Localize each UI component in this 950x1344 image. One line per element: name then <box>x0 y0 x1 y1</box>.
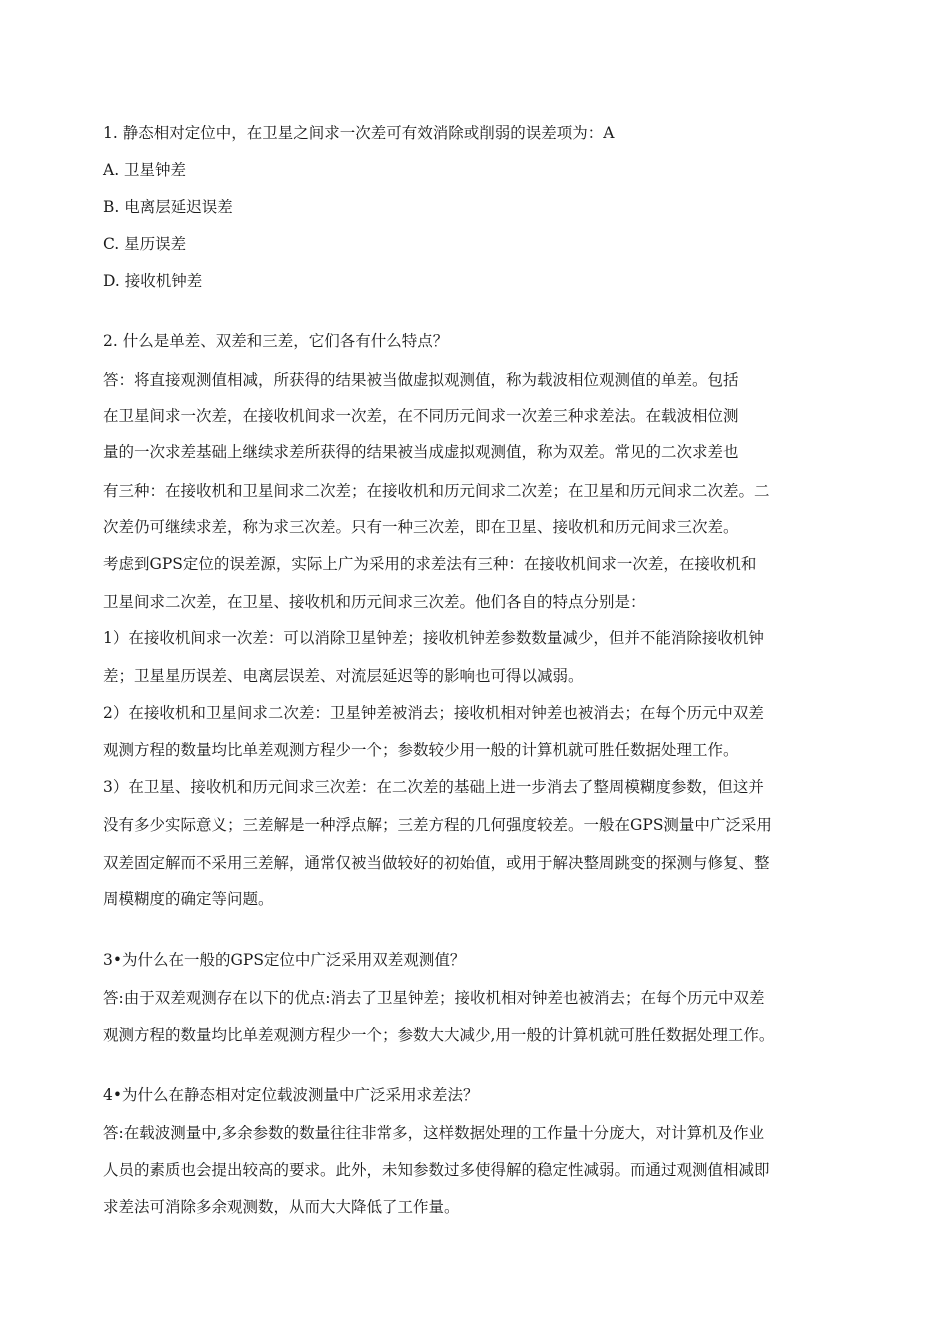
q2-answer-line: 双差固定解而不采用三差解，通常仅被当做较好的初始值，或用于解决整周跳变的探测与修复、整 <box>103 854 770 872</box>
q2-answer-line: 量的一次求差基础上继续求差所获得的结果被当成虚拟观测值，称为双差。常见的二次求差也 <box>103 443 739 461</box>
q2-answer-line: 差；卫星星历误差、电离层误差、对流层延迟等的影响也可得以减弱。 <box>103 667 584 685</box>
q2-answer-line: 观测方程的数量均比单差观测方程少一个；参数较少用一般的计算机就可胜任数据处理工作。 <box>103 741 739 759</box>
q4-question: 4•为什么在静态相对定位载波测量中广泛采用求差法？ <box>103 1086 479 1104</box>
q2-answer-line: 没有多少实际意义；三差解是一种浮点解；三差方程的几何强度较差。一般在GPS测量中广泛采用 <box>103 816 772 834</box>
q2-answer-line: 有三种：在接收机和卫星间求二次差；在接收机和历元间求二次差；在卫星和历元间求二次差。二 <box>103 482 770 500</box>
q2-answer-line: 答：将直接观测值相减，所获得的结果被当做虚拟观测值，称为载波相位观测值的单差。包括 <box>103 371 739 389</box>
q2-question: 2. 什么是单差、双差和三差，它们各有什么特点？ <box>103 332 449 350</box>
q3-answer-line: 观测方程的数量均比单差观测方程少一个；参数大大减少,用一般的计算机就可胜任数据处理工作。 <box>103 1026 775 1044</box>
q2-answer-line: 周模糊度的确定等问题。 <box>103 890 274 908</box>
q4-answer-line: 求差法可消除多余观测数，从而大大降低了工作量。 <box>103 1198 460 1216</box>
q2-answer-line: 次差仍可继续求差，称为求三次差。只有一种三次差，即在卫星、接收机和历元间求三次差。 <box>103 518 739 536</box>
q1-option-d: D. 接收机钟差 <box>103 272 203 290</box>
q2-answer-line: 3）在卫星、接收机和历元间求三次差：在二次差的基础上进一步消去了整周模糊度参数，但这并 <box>103 778 764 796</box>
q2-answer-line: 考虑到GPS定位的误差源，实际上广为采用的求差法有三种：在接收机间求一次差，在接收机和 <box>103 555 757 573</box>
q2-answer-line: 2）在接收机和卫星间求二次差：卫星钟差被消去；接收机相对钟差也被消去；在每个历元中双差 <box>103 704 764 722</box>
q2-answer-line: 1）在接收机间求一次差：可以消除卫星钟差；接收机钟差参数数量减少，但并不能消除接收机钟 <box>103 629 764 647</box>
q4-answer-line: 答:在载波测量中,多余参数的数量往往非常多，这样数据处理的工作量十分庞大，对计算机及作业 <box>103 1124 765 1142</box>
q2-answer-line: 在卫星间求一次差，在接收机间求一次差，在不同历元间求一次差三种求差法。在载波相位测 <box>103 407 739 425</box>
q3-question: 3•为什么在一般的GPS定位中广泛采用双差观测值？ <box>103 951 466 969</box>
q1-question: 1. 静态相对定位中，在卫星之间求一次差可有效消除或削弱的误差项为：A <box>103 124 615 142</box>
q3-answer-line: 答:由于双差观测存在以下的优点:消去了卫星钟差；接收机相对钟差也被消去；在每个历元中双差 <box>103 989 765 1007</box>
q2-answer-line: 卫星间求二次差，在卫星、接收机和历元间求三次差。他们各自的特点分别是： <box>103 593 646 611</box>
q4-answer-line: 人员的素质也会提出较高的要求。此外，未知参数过多使得解的稳定性减弱。而通过观测值相减即 <box>103 1161 770 1179</box>
q1-option-a: A. 卫星钟差 <box>103 161 187 179</box>
q1-option-c: C. 星历误差 <box>103 235 187 253</box>
q1-option-b: B. 电离层延迟误差 <box>103 198 233 216</box>
